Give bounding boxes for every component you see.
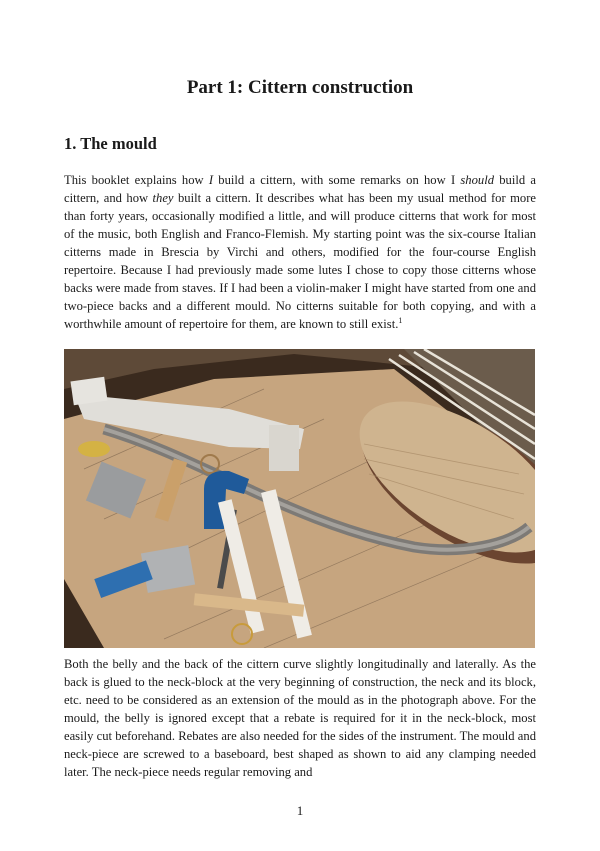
body-paragraph: Both the belly and the back of the cittern curve slightly longitudinally and laterally. As the back is glued to the neck-block at the very beginning of construction, the neck and its block, etc. need to be considered as an extension of the mould as in the photograph above. For the mould, the belly is ignored except that a rebate is required for it in the neck-block, most easily cut beforehand. Rebates are also needed for the sides of the instrument. The mould and neck-piece are screwed to a baseboard, best shaped as shown to aid any clamping needed later. The neck-piece needs regular removing and (64, 657, 536, 779)
page-number: 1 (296, 803, 304, 818)
emphasis: I (208, 173, 214, 187)
emphasis: they (152, 191, 174, 205)
section-number: 1. (64, 134, 77, 153)
text-run: built a cittern. It describes what has been my usual method for more than forty years, occasionally modified a little, and will produce citterns that work for most of the music, both English and Franco-Flemish. My starting point was the six-course Italian citterns made in Brescia by Virchi and others, modified for the four-course English repertoire. Because I had previously made some lutes I chose to copy those citterns whose backs were made from staves. If I had been a violin-maker I might have started from one and two-piece backs and a different mould. No citterns suitable for both copying, and with a worthwhile amount of repertoire for them, are known to still exist. (64, 191, 536, 331)
page-title: Part 1: Cittern construction (186, 77, 414, 98)
section-title: The mould (80, 134, 157, 153)
emphasis: should (460, 173, 494, 187)
text-run: This booklet explains how (64, 173, 209, 187)
text-run: build a cittern, with some remarks on how I (213, 173, 461, 187)
footnote-marker[interactable]: 1 (398, 315, 403, 325)
workshop-photo (64, 349, 535, 648)
text-run: build a cittern, and how (64, 173, 536, 205)
section-heading (64, 134, 157, 154)
intro-paragraph (64, 171, 536, 333)
